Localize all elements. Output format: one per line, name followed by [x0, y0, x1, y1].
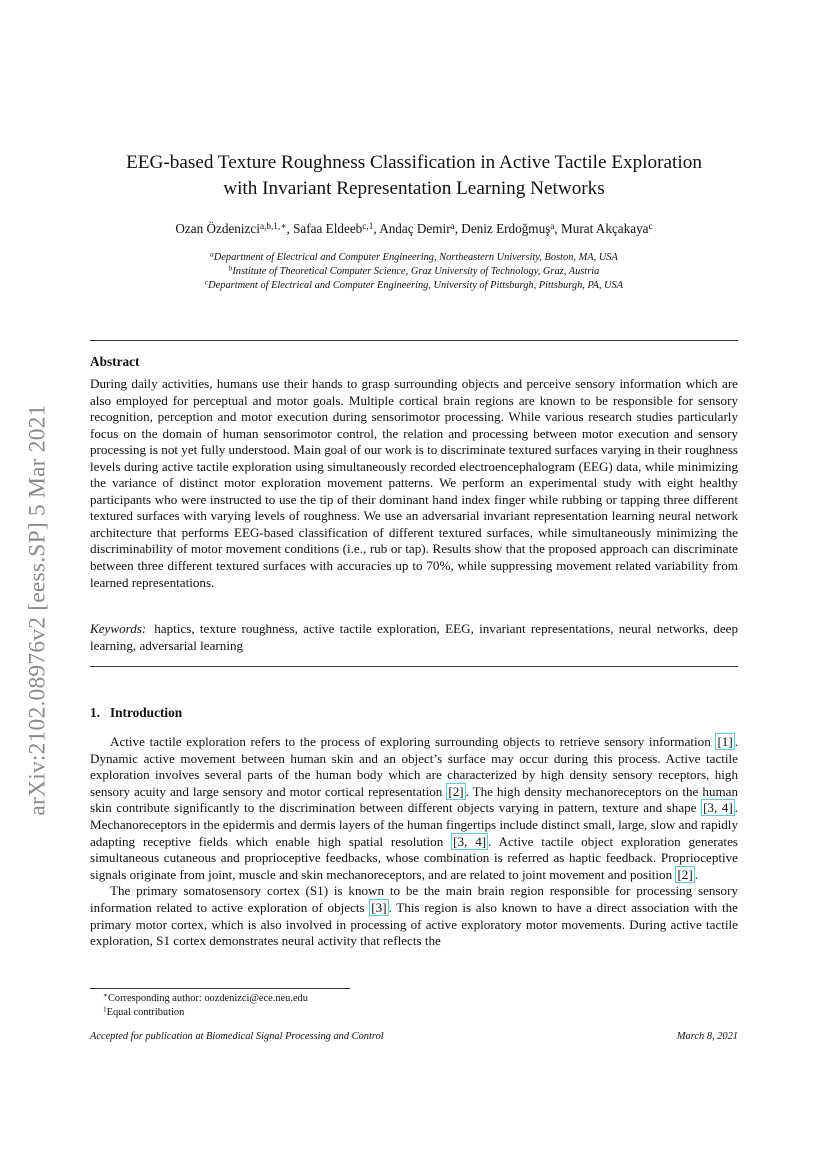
author-affil-mark: a,b,1,∗ — [259, 220, 287, 231]
author-name: Andaç Demir — [379, 221, 451, 236]
affiliation-a — [90, 251, 738, 265]
author-affil-mark: a — [450, 220, 455, 231]
footnote-rule — [90, 988, 350, 989]
keywords — [90, 621, 738, 654]
text-run: The primary somatosensory cortex (S1) is known to be the main brain region responsible for processing sensory information related to active exploration of objects — [90, 883, 738, 915]
publication-note: Accepted for publication at Biomedical Signal Processing and Control — [90, 1031, 384, 1042]
affiliation-b — [90, 265, 738, 279]
author-name: Deniz Erdoğmuş — [461, 221, 551, 236]
paper-title — [90, 150, 738, 202]
author-affil-mark: a — [550, 220, 555, 231]
affiliation-text: Institute of Theoretical Computer Science, Graz University of Technology, Graz, Austria — [232, 266, 600, 277]
author-name: Safaa Eldeeb — [293, 221, 363, 236]
text-run: . Mechanoreceptors in the epidermis and dermis layers of the human fingertips include distinct small, large, slow and rapidly adapting receptive fields which enable high spatial resolution — [90, 800, 738, 849]
footnote-mark: ∗ — [103, 991, 108, 1000]
arxiv-identifier: arXiv:2102.08976v2 [eess.SP] 5 Mar 2021 — [24, 404, 51, 816]
author-affil-mark: c,1 — [362, 220, 374, 231]
section-title: Introduction — [109, 705, 183, 720]
text-run: . Active tactile object exploration generates simultaneous cutaneous and proprioceptive feedbacks, whose combination is referred as haptic feedback. Proprioceptive signals originate from joint, muscle and skin mechanoreceptors, and are related to joint movement and position — [90, 833, 738, 882]
author-affil-mark: c — [648, 220, 653, 231]
footnote-text: Corresponding author: oozdenizci@ece.neu.edu — [107, 993, 308, 1004]
intro-paragraph-2 — [90, 883, 738, 949]
title-line-1: EEG-based Texture Roughness Classification in Active Tactile Exploration — [126, 152, 702, 173]
author-name: Ozan Özdenizci — [175, 221, 260, 236]
intro-paragraph-1 — [90, 734, 738, 883]
citation-link[interactable]: [3, 4] — [453, 833, 487, 849]
text-run: . Dynamic active movement between human skin and an object’s surface may occur during this process. Active tactile exploration involves several parts of the human body which are characterized by high density sensory receptors, high sensory acuity and large sensory and motor cortical representation — [90, 734, 738, 799]
author-name: Murat Akçakaya — [561, 221, 649, 236]
keywords-text: haptics, texture roughness, active tactile exploration, EEG, invariant representations, neural networks, deep learning, adversarial learning — [90, 621, 738, 653]
abstract-heading: Abstract — [90, 354, 140, 369]
citation-link[interactable]: [3] — [371, 899, 387, 915]
introduction-body — [90, 734, 738, 950]
citation-link[interactable]: [2] — [448, 783, 464, 799]
text-run: . This region is also known to have a direct association with the primary motor cortex, which is also involved in processing of active exploratory motor movements. During active tactile exploration, S1 cortex demonstrates neural activity that reflects the — [90, 899, 738, 949]
affiliation-text: Department of Electrical and Computer Engineering, University of Pittsburgh, Pittsburgh, PA, USA — [208, 280, 624, 291]
affiliation-c — [90, 279, 738, 293]
author-list: Ozan Özdenizci$^{a,b,1,∗}$, Safaa Eldeeb$^{c,1}$, Andaç Demir$^a$, Deniz Erdoğmuş$^a$, Murat Akçakaya$^c$ — [175, 220, 653, 236]
citation-link[interactable]: [2] — [677, 866, 693, 882]
citation-link[interactable]: [1] — [717, 734, 733, 749]
section-heading — [90, 705, 182, 721]
footnotes — [103, 992, 308, 1020]
abstract-text: During daily activities, humans use their hands to grasp surrounding objects and perceive sensory information which are also employed for perceptual and motor goals. Multiple cortical brain regions are known to be responsible for sensory recognition, perception and motor execution during sensorimotor processing. While various research studies particularly focus on the domain of human sensorimotor control, the relation and processing between motor execution and sensory processing is not yet fully understood. Main goal of our work is to discriminate textured surfaces varying in their roughness levels during active tactile exploration using simultaneously recorded electroencephalogram (EEG) data, while minimizing the variance of distinct motor exploration movement patterns. We perform an experimental study with eight healthy participants who were instructed to use the tip of their dominant hand index finger while rubbing or tapping three different textured surfaces with varying levels of roughness. We use an adversarial invariant representation learning neural network architecture that performs EEG-based classification of different textured surfaces, while simultaneously minimizing the discriminability of motor movement conditions (i.e., rub or tap). Results show that the proposed approach can discriminate between three different textured surfaces with accuracies up to 70%, while suppressing movement related variability from learned representations. — [90, 376, 739, 590]
footnote-corresponding — [103, 992, 308, 1006]
abstract-top-rule — [90, 340, 738, 341]
text-run: . The high density mechanoreceptors on the human skin contribute significantly to the discrimination between different objects varying in pattern, texture and shape — [90, 783, 738, 816]
citation-link[interactable]: [3, 4] — [703, 800, 733, 816]
arxiv-side-stamp — [18, 360, 58, 860]
affiliation-text: Department of Electrical and Computer Engineering, Northeastern University, Boston, MA, USA — [213, 252, 618, 263]
affiliation-list — [90, 251, 738, 293]
affiliation-mark: c — [204, 278, 209, 287]
footer-date: March 8, 2021 — [676, 1031, 738, 1042]
keywords-label: Keywords: — [90, 621, 147, 636]
affiliation-mark: b — [228, 264, 233, 273]
footnote-equal — [103, 1006, 308, 1020]
text-run: Active tactile exploration refers to the process of exploring surrounding objects to retrieve sensory information — [110, 734, 716, 749]
footnote-text: Equal contribution — [106, 1007, 185, 1018]
text-run: . — [694, 866, 698, 882]
abstract-bottom-rule — [90, 666, 738, 667]
section-number: 1. — [90, 705, 100, 720]
title-line-2: with Invariant Representation Learning Networks — [223, 178, 605, 199]
affiliation-mark: a — [210, 250, 214, 259]
footnote-mark: 1 — [103, 1005, 107, 1014]
